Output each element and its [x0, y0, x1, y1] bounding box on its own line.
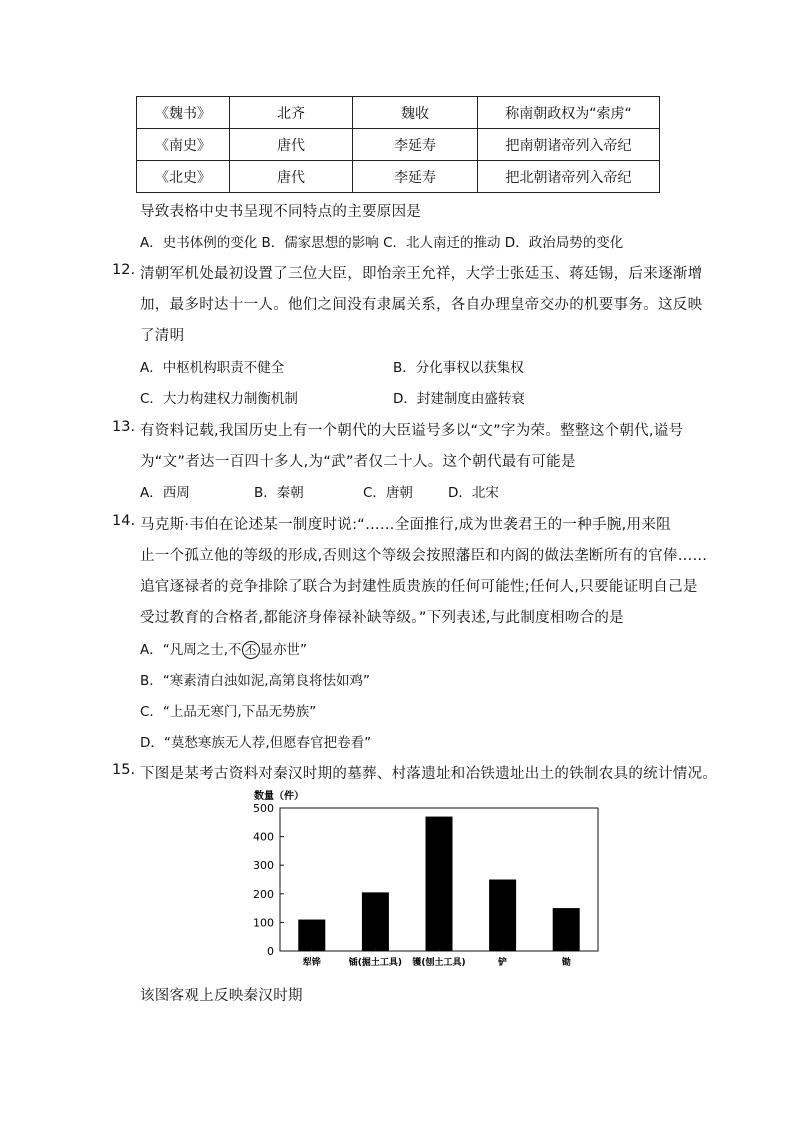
y-tick-label: 100 — [253, 916, 274, 930]
x-tick-label: 铲 — [498, 958, 508, 968]
y-axis-label: 数量（件） — [254, 791, 304, 802]
x-tick-label: 犁铧 — [302, 958, 321, 968]
x-tick-label: 锄 — [561, 958, 571, 968]
q14-line-1: 马克斯·韦伯在论述某一制度时说:“……全面推行,成为世袭君王的一种手腕,用来阻 — [140, 517, 671, 533]
q13-option-b: B．秦朝 — [254, 485, 304, 501]
bars — [298, 817, 579, 951]
y-tick-label: 300 — [253, 859, 274, 873]
q14-line-4: 受过教育的合格者,都能济身俸禄补缺等级。”下列表述,与此制度相吻合的是 — [140, 610, 624, 626]
q14-line-3: 追官逐禄者的竞争排除了联合为封建性质贵族的任何可能性;任何人,只要能证明自己是 — [140, 579, 698, 595]
table-row — [137, 161, 660, 193]
q15-after-chart: 该图客观上反映秦汉时期 — [140, 988, 303, 1004]
q12-line-1: 清朝军机处最初设置了三位大臣，即怡亲王允祥，大学士张廷玉、蒋廷锡，后来逐渐增 — [140, 266, 703, 282]
y-tick-label: 0 — [267, 945, 274, 958]
y-tick-label: 400 — [253, 830, 274, 844]
q15-stem: 下图是某考古资料对秦汉时期的墓葬、村落遗址和冶铁遗址出土的铁制农具的统计情况。 — [140, 766, 718, 782]
q12-option-b: B．分化事权以获集权 — [393, 360, 524, 376]
table-cell: 《魏书》 — [137, 97, 230, 129]
bar — [298, 920, 325, 951]
q14-option-d: D．“莫愁寒族无人荐,但愿春官把卷看” — [140, 735, 372, 751]
table-cell: 《南史》 — [137, 129, 230, 161]
q14-option-a — [140, 638, 307, 659]
y-tick-label: 500 — [253, 802, 274, 815]
bar — [553, 908, 580, 951]
q13-line-2: 为“文”者达一百四十多人,为“武”者仅二十人。这个朝代最有可能是 — [140, 454, 576, 470]
q15-number: 15. — [112, 762, 136, 778]
history-books-table — [136, 96, 660, 193]
q11-stem: 导致表格中史书呈现不同特点的主要原因是 — [140, 204, 422, 220]
y-axis-ticks — [253, 802, 284, 958]
table-cell: 《北史》 — [137, 161, 230, 193]
x-tick-label: 镬(刨土工具) — [412, 958, 466, 968]
q14-option-b: B．“寒素清白浊如泥,高第良将怯如鸡” — [140, 673, 371, 689]
table-row — [137, 129, 660, 161]
q11-options: A．史书体例的变化 B．儒家思想的影响 C．北人南迁的推动 D．政治局势的变化 — [140, 235, 624, 251]
table-cell: 李延寿 — [353, 129, 478, 161]
q14-line-2: 止一个孤立他的等级的形成,否则这个等级会按照藩臣和内阁的做法垄断所有的官俸…… — [140, 548, 708, 564]
q13-line-1: 有资料记载,我国历史上有一个朝代的大臣谥号多以“文”字为荣。整整这个朝代,谥号 — [140, 423, 684, 439]
q13-number: 13. — [112, 419, 136, 435]
q12-option-d: D．封建制度由盛转衰 — [393, 391, 525, 407]
y-tick-label: 200 — [253, 887, 274, 901]
table-cell: 唐代 — [230, 161, 353, 193]
q14-number: 14. — [112, 513, 136, 529]
q13-option-a: A．西周 — [140, 485, 190, 501]
q12-line-3: 了清明 — [140, 328, 185, 344]
table-cell: 称南朝政权为“索虏“ — [478, 97, 660, 129]
q13-option-d: D．北宋 — [448, 485, 499, 501]
q12-line-2: 加，最多时达十一人。他们之间没有隶属关系，各自办理皇帝交办的机要事务。这反映 — [140, 297, 703, 313]
q14-option-c: C．“上品无寒门,下品无势族” — [140, 704, 317, 720]
q12-option-a: A．中枢机构职责不健全 — [140, 360, 285, 376]
table-cell: 魏收 — [353, 97, 478, 129]
table-cell: 把南朝诸帝列入帝纪 — [478, 129, 660, 161]
x-tick-label: 锸(掘土工具) — [348, 958, 403, 968]
table-cell: 北齐 — [230, 97, 353, 129]
circled-character: 丕 — [242, 641, 260, 659]
q14-option-a-post: 显亦世” — [259, 642, 308, 658]
bar — [362, 892, 389, 951]
q12-number: 12. — [112, 262, 136, 278]
q14-option-a-pre: A．“凡周之士,不 — [140, 642, 242, 658]
bar — [489, 880, 516, 952]
q12-option-c: C．大力构建权力制衡机制 — [140, 391, 298, 407]
table-cell: 唐代 — [230, 129, 353, 161]
bar — [426, 817, 453, 951]
bar-chart — [240, 785, 610, 970]
table-cell: 把北朝诸帝列入帝纪 — [478, 161, 660, 193]
table-row — [137, 97, 660, 129]
q13-option-c: C．唐朝 — [363, 485, 413, 501]
table-cell: 李延寿 — [353, 161, 478, 193]
